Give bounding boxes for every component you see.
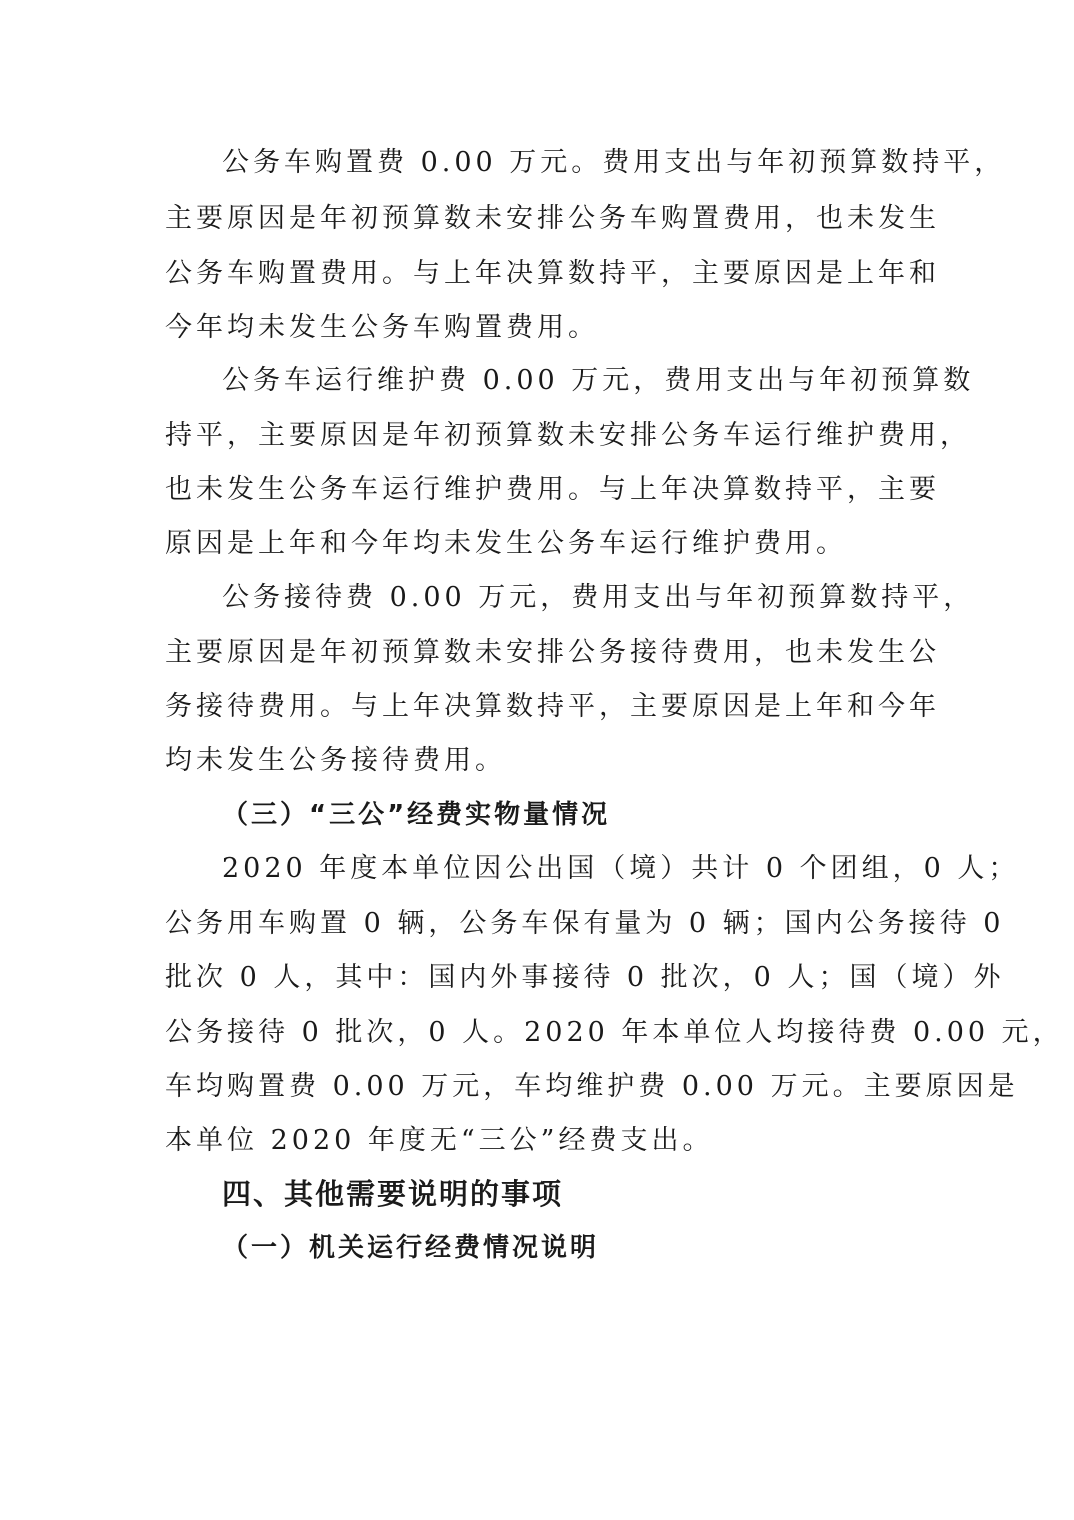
paragraph-line: 公务接待 0 批次，0 人。2020 年本单位人均接待费 0.00 元， bbox=[165, 1017, 1064, 1048]
paragraph-line: 公务车运行维护费 0.00 万元，费用支出与年初预算数 bbox=[222, 365, 975, 396]
paragraph-line: 也未发生公务车运行维护费用。与上年决算数持平，主要 bbox=[165, 474, 940, 505]
paragraph-line: 公务用车购置 0 辆，公务车保有量为 0 辆；国内公务接待 0 bbox=[165, 908, 1005, 939]
paragraph-line: 批次 0 人，其中：国内外事接待 0 批次，0 人；国（境）外 bbox=[165, 962, 1005, 993]
paragraph-line: 公务车购置费 0.00 万元。费用支出与年初预算数持平， bbox=[222, 147, 1006, 178]
section-4-1-heading: （一）机关运行经费情况说明 bbox=[222, 1233, 600, 1263]
paragraph-line: 持平，主要原因是年初预算数未安排公务车运行维护费用， bbox=[165, 420, 971, 451]
paragraph-line: 今年均未发生公务车购置费用。 bbox=[165, 312, 599, 343]
paragraph-line: 务接待费用。与上年决算数持平，主要原因是上年和今年 bbox=[165, 691, 940, 722]
paragraph-line: 主要原因是年初预算数未安排公务车购置费用，也未发生 bbox=[165, 203, 940, 234]
paragraph-line: 车均购置费 0.00 万元，车均维护费 0.00 万元。主要原因是 bbox=[165, 1071, 1019, 1102]
paragraph-line: 原因是上年和今年均未发生公务车运行维护费用。 bbox=[165, 528, 847, 559]
paragraph-line: 主要原因是年初预算数未安排公务接待费用，也未发生公 bbox=[165, 637, 940, 668]
paragraph-line: 2020 年度本单位因公出国（境）共计 0 个团组，0 人； bbox=[222, 853, 1020, 884]
paragraph-line: 公务接待费 0.00 万元，费用支出与年初预算数持平， bbox=[222, 582, 975, 613]
paragraph-line: 均未发生公务接待费用。 bbox=[165, 745, 506, 776]
paragraph-line: 公务车购置费用。与上年决算数持平，主要原因是上年和 bbox=[165, 258, 940, 289]
paragraph-line: 本单位 2020 年度无“三公”经费支出。 bbox=[165, 1125, 714, 1156]
section-4-heading: 四、其他需要说明的事项 bbox=[222, 1177, 564, 1211]
section-3-heading: （三）“三公”经费实物量情况 bbox=[222, 800, 611, 830]
